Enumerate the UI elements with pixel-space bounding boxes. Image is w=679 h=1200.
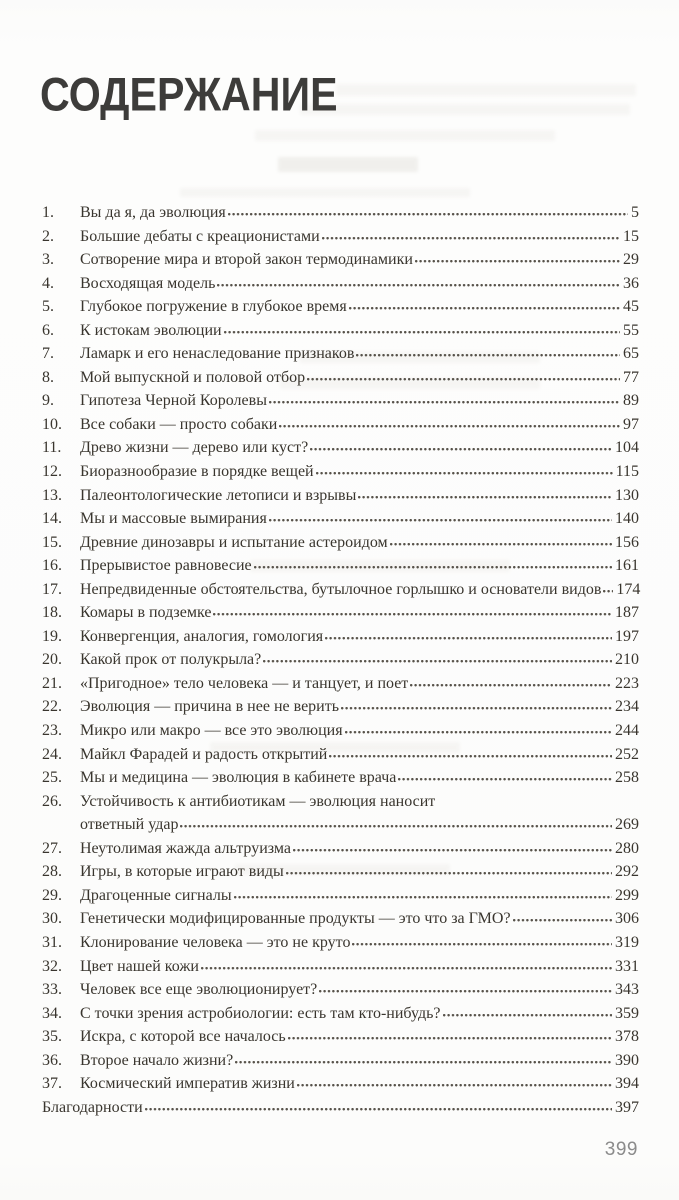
dot-leader <box>341 706 612 711</box>
toc-row <box>42 769 639 793</box>
toc-row <box>42 840 639 864</box>
dot-leader <box>201 966 612 971</box>
chapter-title: Глубокое погружение в глубокое время <box>80 298 347 316</box>
chapter-number: 30. <box>42 910 62 928</box>
dot-leader <box>319 989 612 994</box>
chapter-title: С точки зрения астробиологии: есть там кто-нибудь? <box>80 1004 441 1022</box>
chapter-number: 24. <box>42 745 62 763</box>
toc-row <box>42 345 639 369</box>
chapter-number: 12. <box>42 463 62 481</box>
chapter-number: 25. <box>42 769 62 787</box>
chapter-number: 29. <box>42 886 62 904</box>
chapter-page-number: 378 <box>615 1028 639 1046</box>
chapter-page-number: 140 <box>615 510 639 528</box>
chapter-title: Устойчивость к антибиотикам — эволюция наносит <box>80 792 436 810</box>
bleed-through-artifact <box>255 130 555 141</box>
dot-leader <box>279 424 620 429</box>
dot-leader <box>415 259 620 264</box>
chapter-number: 10. <box>42 415 62 433</box>
toc-row <box>42 392 639 416</box>
dot-leader <box>180 824 612 829</box>
chapter-page-number: 394 <box>615 1075 639 1093</box>
toc-row <box>42 722 639 746</box>
chapter-title: Игры, в которые играют виды <box>80 863 284 881</box>
chapter-number: 13. <box>42 486 62 504</box>
chapter-page-number: 244 <box>615 722 639 740</box>
toc-row <box>42 934 639 958</box>
chapter-number: 14. <box>42 510 62 528</box>
chapter-number: 36. <box>42 1051 62 1069</box>
dot-leader <box>269 400 620 405</box>
toc-row <box>42 204 639 228</box>
toc-row <box>42 1099 639 1123</box>
toc-row <box>42 369 639 393</box>
chapter-page-number: 197 <box>615 627 639 645</box>
dot-leader <box>513 918 612 923</box>
page-title: СОДЕРЖАНИЕ <box>40 68 338 121</box>
chapter-number: 26. <box>42 792 62 810</box>
dot-leader <box>316 471 613 476</box>
dot-leader <box>263 659 612 664</box>
chapter-page-number: 65 <box>623 345 639 363</box>
chapter-number: 23. <box>42 722 62 740</box>
dot-leader <box>235 1060 612 1065</box>
toc-row <box>42 604 639 628</box>
chapter-page-number: 5 <box>631 204 639 221</box>
dot-leader <box>398 777 612 782</box>
toc-row <box>42 746 639 770</box>
chapter-title: Восходящая модель <box>80 274 216 292</box>
chapter-title: Гипотеза Черной Королевы <box>80 392 267 410</box>
chapter-title: Большие дебаты с креационистами <box>80 227 320 245</box>
chapter-number: 35. <box>42 1028 62 1046</box>
chapter-title: Сотворение мира и второй закон термодинамики <box>80 251 413 269</box>
toc-row <box>42 958 639 982</box>
chapter-number: 16. <box>42 557 62 575</box>
chapter-title: Космический императив жизни <box>80 1075 295 1093</box>
toc-row <box>42 416 639 440</box>
dot-leader <box>228 212 628 217</box>
chapter-number: 1. <box>42 204 54 221</box>
chapter-number: 34. <box>42 1004 62 1022</box>
chapter-number: 32. <box>42 957 62 975</box>
toc-row <box>42 463 639 487</box>
bleed-through-artifact <box>180 188 470 197</box>
chapter-page-number: 15 <box>623 227 639 245</box>
chapter-title: Цвет нашей кожи <box>80 957 199 975</box>
toc-row <box>42 863 639 887</box>
chapter-number: 9. <box>42 392 54 410</box>
chapter-number: 4. <box>42 274 54 292</box>
chapter-number: 6. <box>42 321 54 339</box>
chapter-title: Благодарности <box>42 1098 143 1116</box>
chapter-title: Ламарк и его ненаследование признаков <box>80 345 355 363</box>
toc-row <box>42 816 639 840</box>
toc-row <box>42 910 639 934</box>
chapter-page-number: 306 <box>615 910 639 928</box>
chapter-number: 18. <box>42 604 62 622</box>
chapter-title: Искра, с которой все началось <box>80 1028 286 1046</box>
toc-row <box>42 534 639 558</box>
toc-row <box>42 510 639 534</box>
dot-leader <box>307 377 620 382</box>
chapter-number: 7. <box>42 345 54 363</box>
chapter-page-number: 89 <box>623 392 639 410</box>
chapter-title: Мой выпускной и половой отбор <box>80 368 306 386</box>
chapter-number: 28. <box>42 863 62 881</box>
chapter-page-number: 55 <box>623 321 639 339</box>
chapter-number: 22. <box>42 698 62 716</box>
chapter-number: 11. <box>42 439 62 457</box>
chapter-page-number: 77 <box>623 368 639 386</box>
toc-row <box>42 439 639 463</box>
chapter-title: Непредвиденные обстоятельства, бутылочное горлышко и основатели видов <box>80 580 602 598</box>
folio-page-number: 399 <box>604 1139 638 1160</box>
toc-row <box>42 581 639 605</box>
chapter-number: 37. <box>42 1075 62 1093</box>
dot-leader <box>352 942 612 947</box>
toc-row <box>42 322 639 346</box>
chapter-page-number: 104 <box>615 439 639 457</box>
chapter-number: 3. <box>42 251 54 269</box>
chapter-title: Генетически модифицированные продукты — это что за ГМО? <box>80 910 511 928</box>
chapter-title: Палеонтологические летописи и взрывы <box>80 486 357 504</box>
toc-row <box>42 1075 639 1099</box>
chapter-number: 2. <box>42 227 54 245</box>
bleed-through-artifact <box>336 84 636 96</box>
chapter-page-number: 115 <box>615 463 639 481</box>
toc-row <box>42 793 639 817</box>
toc-row <box>42 628 639 652</box>
toc-row <box>42 651 639 675</box>
chapter-title: Древние динозавры и испытание астероидом <box>80 533 388 551</box>
toc-row <box>42 228 639 252</box>
chapter-number: 19. <box>42 627 62 645</box>
chapter-page-number: 210 <box>615 651 639 669</box>
chapter-page-number: 45 <box>623 298 639 316</box>
dot-leader <box>217 283 620 288</box>
chapter-page-number: 299 <box>615 886 639 904</box>
chapter-page-number: 97 <box>623 415 639 433</box>
chapter-title: Второе начало жизни? <box>80 1051 234 1069</box>
dot-leader <box>269 518 612 523</box>
chapter-page-number: 397 <box>615 1098 639 1116</box>
chapter-title: Все собаки — просто собаки <box>80 415 278 433</box>
dot-leader <box>213 612 612 617</box>
chapter-page-number: 258 <box>615 769 639 787</box>
dot-leader <box>329 754 612 759</box>
chapter-title: Мы и медицина — эволюция в кабинете врача <box>80 769 397 787</box>
chapter-page-number: 130 <box>615 486 639 504</box>
chapter-number: 5. <box>42 298 54 316</box>
chapter-page-number: 292 <box>615 863 639 881</box>
chapter-title: «Пригодное» тело человека — и танцует, и поет <box>80 674 409 692</box>
chapter-title: Биоразнообразие в порядке вещей <box>80 463 314 481</box>
bleed-through-artifact <box>278 157 418 172</box>
chapter-title: Майкл Фарадей и радость открытий <box>80 745 328 763</box>
dot-leader <box>224 330 620 335</box>
chapter-page-number: 319 <box>615 933 639 951</box>
toc-row <box>42 981 639 1005</box>
dot-leader <box>390 542 612 547</box>
chapter-page-number: 359 <box>615 1004 639 1022</box>
chapter-page-number: 174 <box>616 580 641 598</box>
dot-leader <box>322 236 620 241</box>
chapter-number: 17. <box>42 580 62 598</box>
chapter-number: 27. <box>42 839 62 857</box>
toc-row <box>42 1052 639 1076</box>
table-of-contents <box>42 204 639 1122</box>
toc-row <box>42 298 639 322</box>
dot-leader <box>293 848 612 853</box>
toc-row <box>42 251 639 275</box>
dot-leader <box>410 683 612 688</box>
chapter-title: Человек все еще эволюционирует? <box>80 981 318 999</box>
chapter-page-number: 234 <box>615 698 639 716</box>
chapter-page-number: 36 <box>623 274 639 292</box>
chapter-page-number: 331 <box>615 957 639 975</box>
chapter-page-number: 280 <box>615 839 639 857</box>
chapter-number: 33. <box>42 981 62 999</box>
chapter-page-number: 223 <box>615 674 639 692</box>
dot-leader <box>288 1036 612 1041</box>
dot-leader <box>286 871 612 876</box>
chapter-title: ответный удар <box>80 816 179 834</box>
chapter-page-number: 252 <box>615 745 639 763</box>
toc-row <box>42 557 639 581</box>
dot-leader <box>603 589 613 594</box>
chapter-title: Конвергенция, аналогия, гомология <box>80 627 324 645</box>
chapter-page-number: 343 <box>615 981 639 999</box>
chapter-title: Клонирование человека — это не круто <box>80 933 351 951</box>
chapter-number: 31. <box>42 933 62 951</box>
chapter-page-number: 161 <box>615 557 639 575</box>
toc-row <box>42 487 639 511</box>
toc-row <box>42 1028 639 1052</box>
chapter-page-number: 390 <box>615 1051 639 1069</box>
chapter-page-number: 269 <box>615 816 639 834</box>
chapter-title: Вы да я, да эволюция <box>80 204 226 221</box>
toc-row <box>42 1005 639 1029</box>
chapter-number: 20. <box>42 651 62 669</box>
chapter-number: 21. <box>42 674 62 692</box>
dot-leader <box>254 565 612 570</box>
toc-row <box>42 698 639 722</box>
chapter-page-number: 187 <box>615 604 639 622</box>
chapter-title: Неутолимая жажда альтруизма <box>80 839 291 857</box>
dot-leader <box>443 1013 613 1018</box>
dot-leader <box>310 447 612 452</box>
chapter-page-number: 156 <box>615 533 639 551</box>
dot-leader <box>345 730 612 735</box>
dot-leader <box>325 636 612 641</box>
dot-leader <box>358 495 612 500</box>
toc-row <box>42 275 639 299</box>
dot-leader <box>349 306 620 311</box>
chapter-number: 15. <box>42 533 62 551</box>
chapter-title: Мы и массовые вымирания <box>80 510 267 528</box>
chapter-number: 8. <box>42 368 54 386</box>
dot-leader <box>145 1107 612 1112</box>
chapter-title: Какой прок от полукрыла? <box>80 651 262 669</box>
chapter-title: Микро или макро — все это эволюция <box>80 722 343 740</box>
chapter-title: Эволюция — причина в нее не верить <box>80 698 340 716</box>
chapter-page-number: 29 <box>623 251 639 269</box>
dot-leader <box>234 895 612 900</box>
chapter-title: Драгоценные сигналы <box>80 886 232 904</box>
toc-row <box>42 887 639 911</box>
bleed-through-artifact <box>300 104 630 115</box>
chapter-title: Комары в подземке <box>80 604 212 622</box>
dot-leader <box>297 1083 612 1088</box>
chapter-title: Прерывистое равновесие <box>80 557 252 575</box>
toc-row <box>42 675 639 699</box>
dot-leader <box>356 353 620 358</box>
chapter-title: К истокам эволюции <box>80 321 222 339</box>
chapter-title: Древо жизни — дерево или куст? <box>80 439 309 457</box>
